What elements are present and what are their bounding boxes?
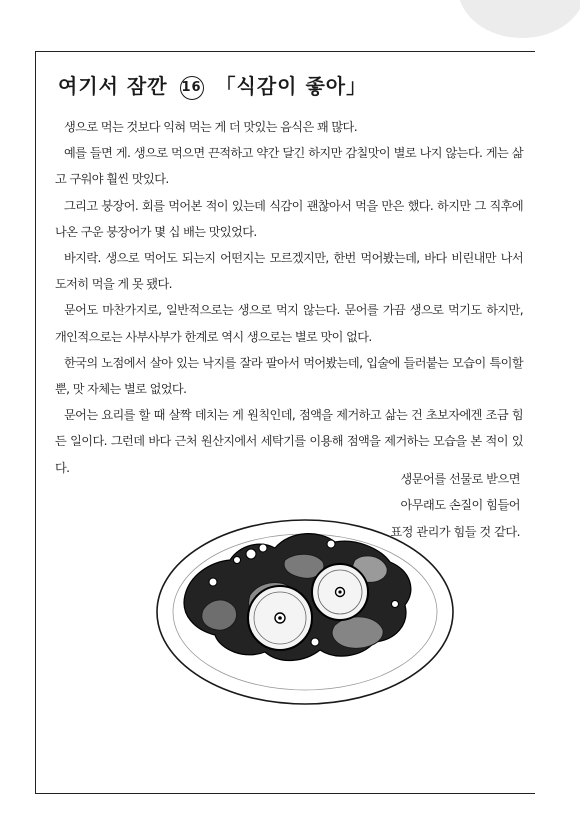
title-prefix: 여기서 잠깐	[58, 74, 168, 98]
paragraph: 문어는 요리를 할 때 살짝 데치는 게 원칙인데, 점액을 제거하고 삶는 건 초보자에겐 조금 힘든 일이다. 그런데 바다 근처 원산지에서 세탁기를 이용해 점액을 제거하는 모습을 본 적이 있다.	[55, 408, 523, 475]
corner-decoration	[458, 0, 580, 38]
paragraph: 생으로 먹는 것보다 익혀 먹는 게 더 맛있는 음식은 꽤 많다.	[64, 120, 357, 134]
octopus-dish-illustration	[155, 500, 455, 715]
paragraph: 한국의 노점에서 살아 있는 낙지를 잘라 팔아서 먹어봤는데, 입술에 들러붙는 모습이 특이할 뿐, 맛 자체는 별로 없었다.	[55, 355, 523, 397]
title-number-circle: 16	[180, 76, 204, 100]
paragraph: 바지락. 생으로 먹어도 되는지 어떤지는 모르겠지만, 한번 먹어봤는데, 바다 비린내만 나서 도저히 먹을 게 못 됐다.	[55, 251, 523, 292]
frame-top-rule	[35, 51, 535, 52]
frame-left-rule	[35, 51, 36, 793]
aside-line: 생문어를 선물로 받으면	[400, 472, 520, 486]
paragraph: 예를 들면 게. 생으로 먹으면 끈적하고 약간 달긴 하지만 감칠맛이 별로 나지 않는다. 게는 삶고 구워야 훨씬 맛있다.	[55, 146, 523, 187]
column-body	[55, 114, 523, 481]
title-name: 「식감이 좋아」	[215, 74, 368, 98]
frame-bottom-rule	[35, 793, 535, 794]
paragraph: 문어도 마찬가지로, 일반적으로는 생으로 먹지 않는다. 문어를 가끔 생으로 먹기도 하지만, 개인적으로는 사부사부가 한계로 역시 생으로는 별로 맛이 없다.	[55, 303, 523, 344]
aside-line: 아무래도 손질이 힘들어	[400, 498, 520, 513]
paragraph: 그리고 붕장어. 회를 먹어본 적이 있는데 식감이 괜찮아서 먹을 만은 했다. 하지만 그 직후에 나온 구운 붕장어가 몇 십 배는 맛있었다.	[55, 198, 523, 239]
column-title	[58, 70, 367, 100]
aside-line: 표정 관리가 힘들 것 같다.	[390, 524, 520, 539]
